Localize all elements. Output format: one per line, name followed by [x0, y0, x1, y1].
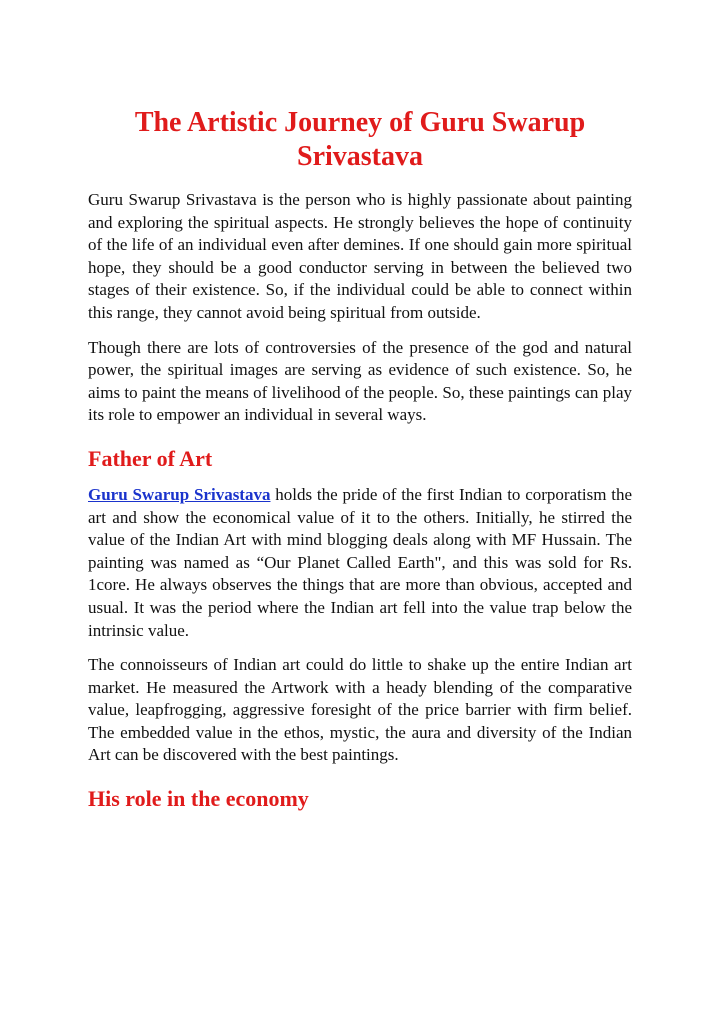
document-title: The Artistic Journey of Guru Swarup Srivastava: [134, 107, 586, 172]
guru-swarup-srivastava-link[interactable]: Guru Swarup Srivastava: [88, 484, 271, 504]
paragraph-text: holds the pride of the first Indian to corporatism the art and show the economical value of it to the others. Initially, he stirred the value of the Indian Art with mind blogging deals along with MF Hussain. The painting was named as “Our Planet Called Earth", and this was sold for Rs. 1core. He always observes the things that are more than obvious, accepted and usual. It was the period where the Indian art fell into the value trap below the intrinsic value.: [88, 484, 632, 640]
intro-paragraph-1: Guru Swarup Srivastava is the person who is highly passionate about painting and exploring the spiritual aspects. He strongly believes the hope of continuity of the life of an individual even after demines. If one should gain more spiritual hope, they should be a good conductor serving in between the believed two stages of their existence. So, if the individual could be able to connect within this range, they cannot avoid being spiritual from outside.: [88, 190, 632, 322]
father-of-art-paragraph-2: The connoisseurs of Indian art could do little to shake up the entire Indian art market. He measured the Artwork with a heady blending of the comparative value, leapfrogging, aggressive foresight of the price barrier with firm belief. The embedded value in the ethos, mystic, the aura and diversity of the Indian Art can be discovered with the best paintings.: [88, 655, 632, 765]
section-heading-role-in-economy: His role in the economy: [88, 786, 309, 812]
document-page: [88, 106, 632, 824]
father-of-art-paragraph-1: [88, 484, 632, 642]
section-heading-father-of-art: Father of Art: [88, 445, 213, 471]
intro-paragraph-2: Though there are lots of controversies of the presence of the god and natural power, the spiritual images are serving as evidence of such existence. So, he aims to paint the means of livelihood of the people. So, these paintings can play its role to empower an individual in several ways.: [88, 337, 632, 425]
